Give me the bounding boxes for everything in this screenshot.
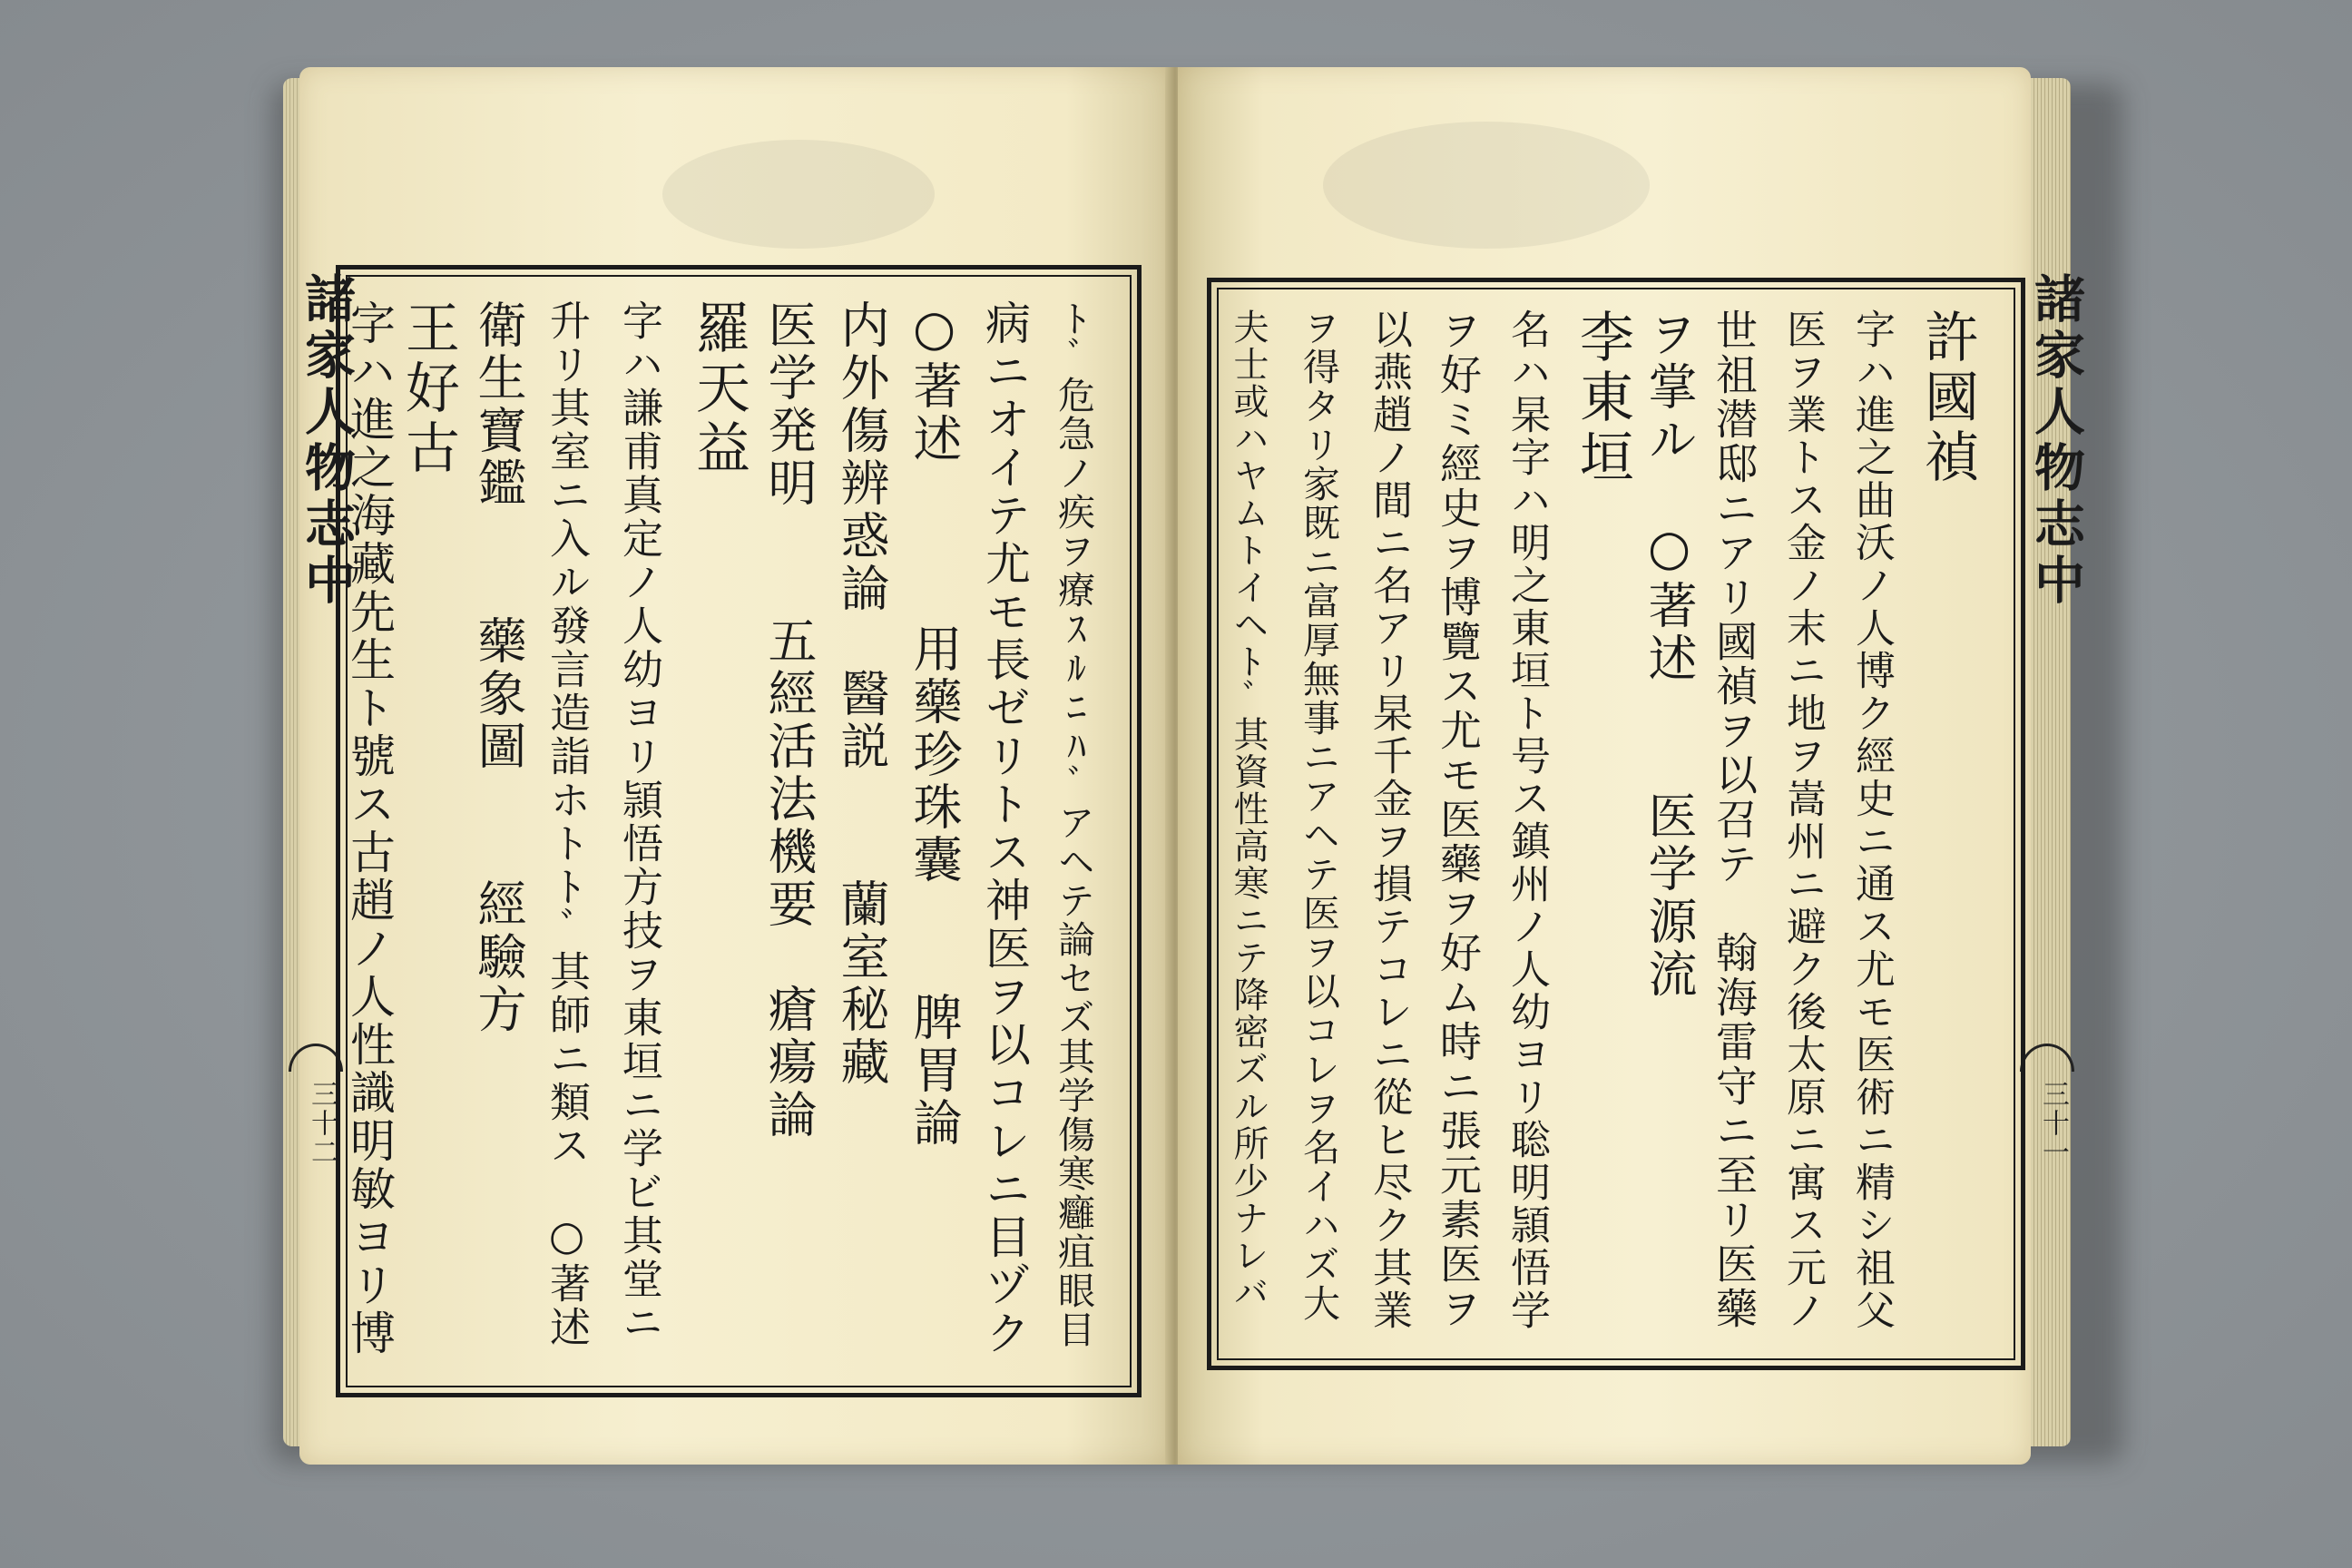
left-text-column: 衛生寶鑑 藥象圖 經驗方 <box>470 299 527 1036</box>
left-text-column: ○著述 用藥珍珠囊 脾胃論 <box>906 299 963 1150</box>
page-stain <box>662 140 935 249</box>
left-text-column: 字ハ進之海藏先生ト號ス古趙ノ人性識明敏ヨリ博 <box>343 299 396 1357</box>
left-entry-heading: 羅天益 <box>687 299 750 479</box>
left-text-column: 内外傷辨惑論 醫説 蘭室秘藏 <box>833 299 890 1089</box>
left-text-column: ﾄﾞ危急ノ疾ヲ療ｽﾙﾆﾊﾞアヘテ論セズ其学傷寒癰疽眼目 <box>1052 299 1095 1349</box>
page-stain <box>1323 122 1650 249</box>
right-entry-heading: 許國禎 <box>1916 309 1979 488</box>
right-text-column: 以燕趙ノ間ニ名アリ杲千金ヲ損テコレニ從ヒ尽ク其業 <box>1366 309 1412 1332</box>
left-folio: 三十二 <box>306 1080 338 1167</box>
right-entry-heading: 李東垣 <box>1571 309 1634 488</box>
left-text-column: 医学発明 五經活法機要 瘡瘍論 <box>760 299 818 1142</box>
right-text-column: 名ハ杲字ハ明之東垣ト号ス鎮州ノ人幼ヨリ聡明頴悟学 <box>1504 309 1550 1332</box>
left-entry-heading: 王好古 <box>397 299 460 479</box>
right-running-head: 諸家人物志中 <box>2026 272 2086 610</box>
right-text-column: 字ハ進之曲沃ノ人博ク經史ニ通ス尤モ医術ニ精シ祖父 <box>1848 309 1895 1332</box>
left-running-head: 諸家人物志中 <box>297 272 357 610</box>
right-text-column: ヲ好ミ經史ヲ博覽ス尤モ医藥ヲ好ム時ニ張元素医ヲ <box>1434 309 1483 1331</box>
right-text-column: ヲ得タリ家既ニ富厚無事ニアヘテ医ヲ以コレヲ名イハズ大 <box>1297 309 1340 1323</box>
right-text-column: 世祖潜邸ニアリ國禎ヲ以召テ 翰海雷守ニ至リ医藥 <box>1710 309 1759 1331</box>
right-text-column: 医ヲ業トス金ノ末ニ地ヲ嵩州ニ避ク後太原ニ寓ス元ノ <box>1779 309 1826 1332</box>
left-text-column: 字ハ謙甫真定ノ人幼ヨリ頴悟方技ヲ東垣ニ学ビ其堂ニ <box>615 299 663 1345</box>
right-text-column: ヲ掌ル ○著述 医学源流 <box>1641 309 1698 1001</box>
left-text-column: 升リ其室ニ入ル發言造詣ホトﾄﾞ其師ニ類ス ○著述 <box>543 299 591 1349</box>
right-folio: 三十一 <box>2037 1080 2069 1167</box>
left-text-column: 病ニオイテ尤モ長ゼリトス神医ヲ以コレニ目ヅク <box>978 299 1031 1357</box>
right-text-column: 夫士或ハヤムトイヘﾄﾞ其資性高寒ニテ降密ズル所少ナレバ <box>1228 309 1269 1311</box>
